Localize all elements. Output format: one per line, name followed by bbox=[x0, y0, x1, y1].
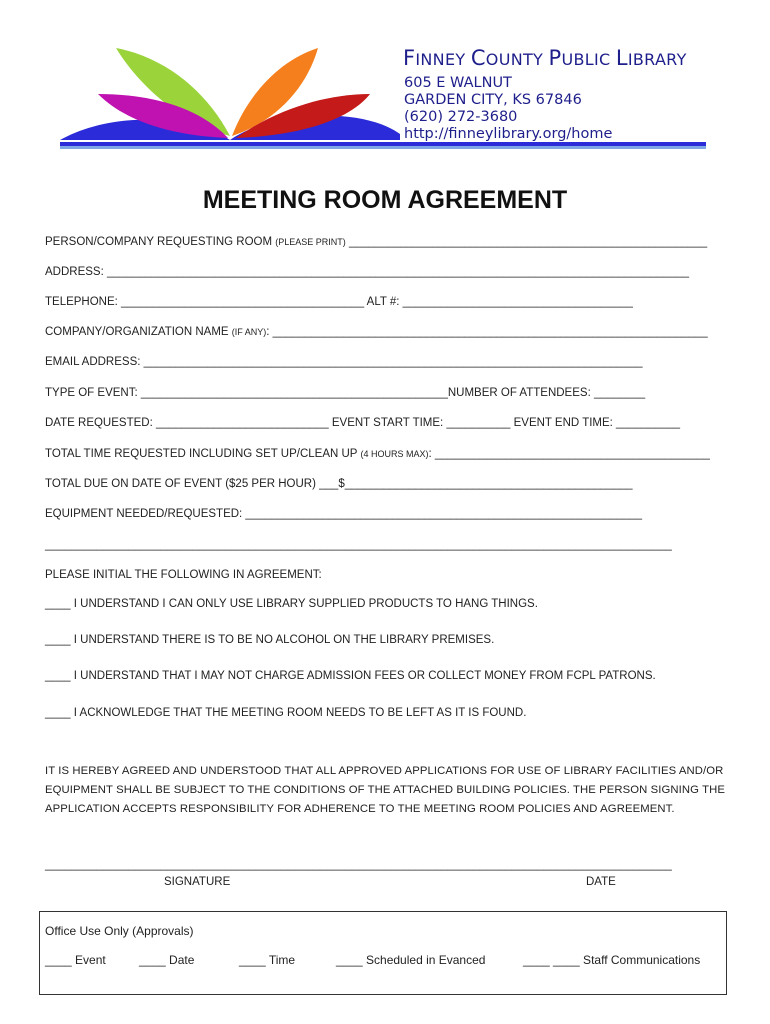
office-item-time[interactable]: ____ Time bbox=[239, 953, 296, 967]
agreement-item[interactable]: ____ I UNDERSTAND THAT I MAY NOT CHARGE ADMISSION FEES OR COLLECT MONEY FROM FCPL PATRONS. bbox=[45, 670, 656, 682]
phone-number: (620) 272-3680 bbox=[404, 109, 518, 125]
company-field[interactable]: COMPANY/ORGANIZATION NAME (IF ANY): ____________________________________________________________________ bbox=[45, 326, 708, 338]
address-city: GARDEN CITY, KS 67846 bbox=[404, 92, 582, 108]
telephone-field[interactable]: TELEPHONE: ______________________________________ ALT #: ____________________________________ bbox=[45, 296, 633, 308]
signature-label: SIGNATURE bbox=[164, 876, 231, 888]
person-field[interactable]: PERSON/COMPANY REQUESTING ROOM (PLEASE PRINT) ________________________________________________________ bbox=[45, 236, 708, 248]
date-label: DATE bbox=[586, 876, 616, 888]
agreement-paragraph: IT IS HEREBY AGREED AND UNDERSTOOD THAT ALL APPROVED APPLICATIONS FOR USE OF LIBRARY FACILITIES AND/OR EQUIPMENT SHALL BE SUBJECT TO THE CONDITIONS OF THE ATTACHED BUILDING POLICIES. THE PERSON SIGNING THE APPLICATION ACCEPTS RESPONSIBILITY FOR ADHERENCE TO THE MEETING ROOM POLICIES AND AGREEMENT. bbox=[45, 765, 725, 815]
library-name: FINNEY COUNTY PUBLIC LIBRARY bbox=[403, 46, 687, 70]
page-title: MEETING ROOM AGREEMENT bbox=[202, 186, 568, 214]
total-due-field[interactable]: TOTAL DUE ON DATE OF EVENT ($25 PER HOUR) ___$_____________________________________________ bbox=[45, 478, 633, 490]
equipment-field[interactable]: EQUIPMENT NEEDED/REQUESTED: ______________________________________________________________ bbox=[45, 508, 642, 520]
equipment-extra-line[interactable]: __________________________________________________________________________________________________ bbox=[45, 539, 672, 551]
total-time-field[interactable]: TOTAL TIME REQUESTED INCLUDING SET UP/CLEAN UP (4 HOURS MAX): ___________________________________________ bbox=[45, 448, 710, 460]
agreement-heading: PLEASE INITIAL THE FOLLOWING IN AGREEMENT: bbox=[45, 569, 322, 581]
date-time-field[interactable]: DATE REQUESTED: ___________________________ EVENT START TIME: __________ EVENT END TIME: __________ bbox=[45, 417, 681, 429]
office-item-scheduled[interactable]: ____ Scheduled in Evanced bbox=[336, 953, 486, 967]
signature-line[interactable]: __________________________________________________________________________________________________ bbox=[45, 859, 672, 871]
office-item-date[interactable]: ____ Date bbox=[139, 953, 195, 967]
agreement-item[interactable]: ____ I UNDERSTAND THERE IS TO BE NO ALCOHOL ON THE LIBRARY PREMISES. bbox=[45, 634, 495, 646]
event-type-field[interactable]: TYPE OF EVENT: ________________________________________________NUMBER OF ATTENDEES: ________ bbox=[45, 387, 646, 399]
agreement-item[interactable]: ____ I ACKNOWLEDGE THAT THE MEETING ROOM NEEDS TO BE LEFT AS IT IS FOUND. bbox=[45, 707, 527, 719]
book-icon bbox=[60, 116, 400, 140]
office-item-staff[interactable]: ____ ____ Staff Communications bbox=[523, 953, 701, 967]
website-link[interactable]: http://finneylibrary.org/home bbox=[404, 126, 613, 142]
address-field[interactable]: ADDRESS: ___________________________________________________________________________________________ bbox=[45, 266, 689, 278]
office-use-title: Office Use Only (Approvals) bbox=[45, 924, 194, 938]
email-field[interactable]: EMAIL ADDRESS: ______________________________________________________________________________ bbox=[45, 356, 643, 368]
address-street: 605 E WALNUT bbox=[404, 75, 512, 91]
agreement-item[interactable]: ____ I UNDERSTAND I CAN ONLY USE LIBRARY SUPPLIED PRODUCTS TO HANG THINGS. bbox=[45, 598, 538, 610]
office-item-event[interactable]: ____ Event bbox=[45, 953, 106, 967]
